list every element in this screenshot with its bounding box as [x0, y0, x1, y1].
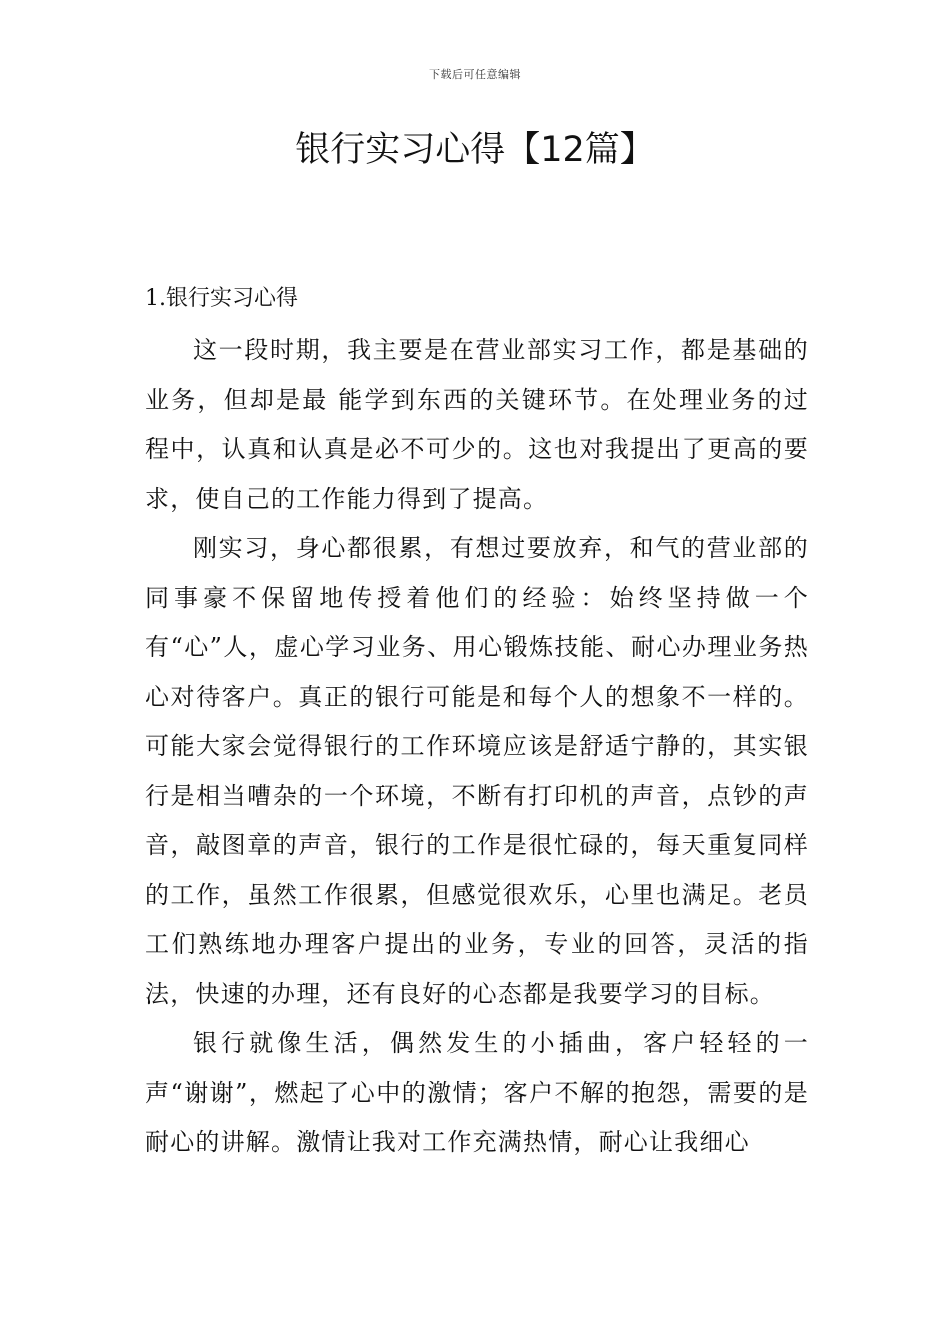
header-note: 下载后可任意编辑: [429, 68, 521, 81]
body-text: [145, 326, 809, 1168]
paragraph: 这一段时期，我主要是在营业部实习工作，都是基础的业务，但却是最 能学到东西的关键环节。在处理业务的过程中，认真和认真是必不可少的。这也对我提出了更高的要求，使自己的工作能力得到了提高。: [145, 336, 809, 513]
section-heading: 1.银行实习心得: [145, 286, 298, 311]
paragraph: 银行就像生活，偶然发生的小插曲，客户轻轻的一声“谢谢”，燃起了心中的激情；客户不解的抱怨，需要的是耐心的讲解。激情让我对工作充满热情，耐心让我细心: [145, 1029, 809, 1156]
document-title: 银行实习心得【12篇】: [295, 130, 655, 170]
paragraph: 刚实习，身心都很累，有想过要放弃，和气的营业部的同事豪不保留地传授着他们的经验：始终坚持做一个有“心”人，虚心学习业务、用心锻炼技能、耐心办理业务热心对待客户。真正的银行可能是和每个人的想象不一样的。可能大家会觉得银行的工作环境应该是舒适宁静的，其实银行是相当嘈杂的一个环境，不断有打印机的声音，点钞的声音，敲图章的声音，银行的工作是很忙碌的，每天重复同样的工作，虽然工作很累，但感觉很欢乐，心里也满足。老员工们熟练地办理客户提出的业务，专业的回答，灵活的指法，快速的办理，还有良好的心态都是我要学习的目标。: [145, 534, 809, 1008]
